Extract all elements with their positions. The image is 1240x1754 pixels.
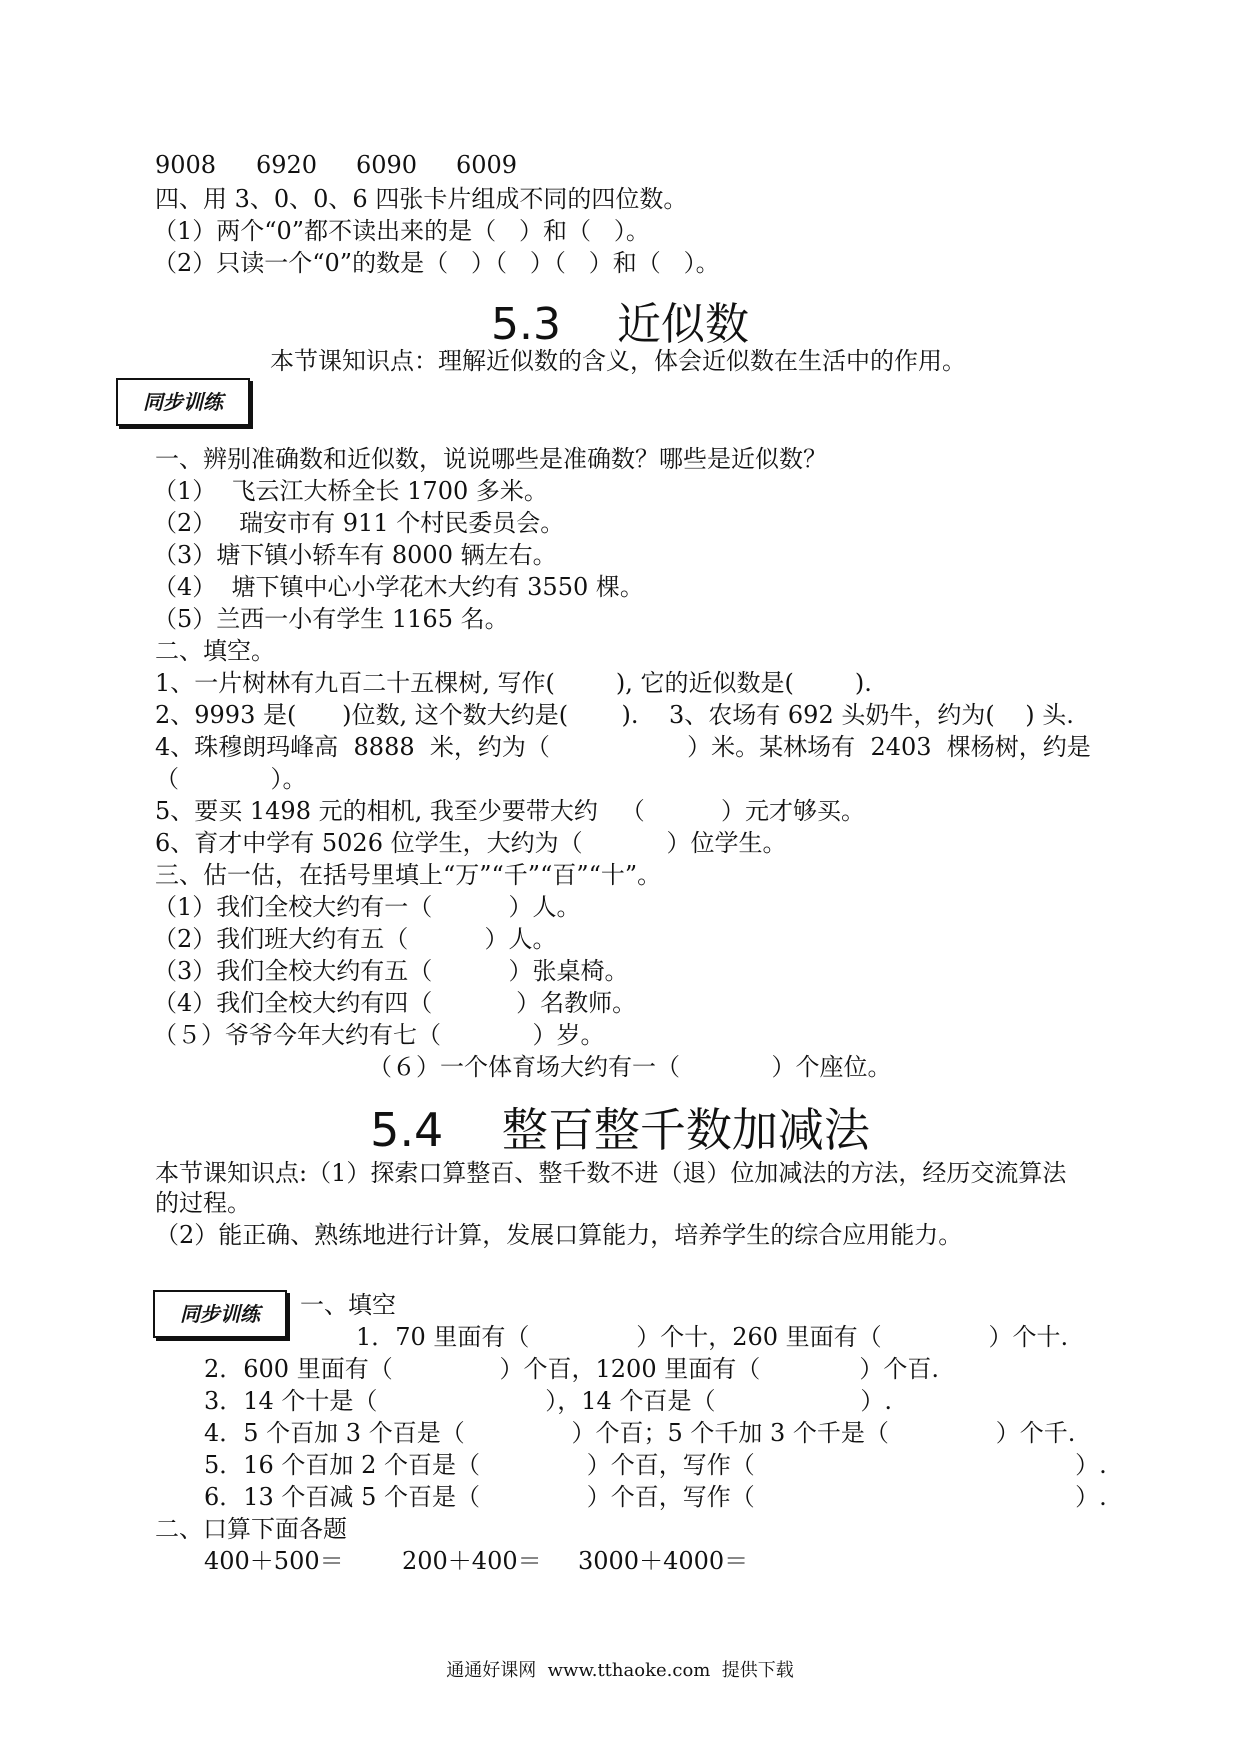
practice-badge: 同步训练 — [116, 378, 250, 426]
list-item: （ ）。 — [155, 765, 307, 793]
list-item: （1） 飞云江大桥全长 1700 多米。 — [153, 477, 548, 505]
list-item: 3．14 个十是（ ），14 个百是（ ）. — [204, 1387, 893, 1415]
question-4-2: （2）只读一个“0”的数是（ ）（ ）（ ）和（ ）。 — [153, 249, 720, 277]
list-item: （2） 瑞安市有 911 个村民委员会。 — [153, 509, 565, 537]
part1-heading: 一、辨别准确数和近似数，说说哪些是准确数？哪些是近似数？ — [155, 445, 827, 473]
list-item: （4） 塘下镇中心小学花木大约有 3550 棵。 — [153, 573, 644, 601]
section-intro-5-3: 本节课知识点：理解近似数的含义，体会近似数在生活中的作用。 — [270, 347, 966, 375]
footer-credit: 通通好课网 www.tthaoke.com 提供下载 — [446, 1660, 794, 1681]
number-6009: 6009 — [456, 151, 518, 179]
question-4-1: （1）两个“0”都不读出来的是（ ）和（ ）。 — [153, 217, 650, 245]
part2-heading: 二、填空。 — [155, 637, 275, 665]
number-6920: 6920 — [256, 151, 318, 179]
section-intro-5-4-2: （2）能正确、熟练地进行计算，发展口算能力，培养学生的综合应用能力。 — [155, 1221, 963, 1249]
list-item: （1）我们全校大约有一（ ）人。 — [153, 893, 581, 921]
list-item: （６）一个体育场大约有一（ ）个座位。 — [368, 1053, 892, 1081]
list-item: 1．70 里面有（ ）个十，260 里面有（ ）个十. — [356, 1323, 1069, 1351]
part3-heading: 三、估一估，在括号里填上“万”“千”“百”“十”。 — [155, 861, 662, 889]
section-title-5-3: 5.3 近似数 — [491, 299, 749, 350]
arithmetic-item: 400＋500＝ — [204, 1547, 344, 1575]
section-intro-5-4: 本节课知识点:（1）探索口算整百、整千数不进（退）位加减法的方法，经历交流算法 — [155, 1159, 1067, 1187]
list-item: 2、9993 是( )位数, 这个数大约是( ). 3、农场有 692 头奶牛，约为( ) 头. — [155, 701, 1074, 729]
list-item: 6、育才中学有 5026 位学生，大约为（ ）位学生。 — [155, 829, 787, 857]
list-item: 4．5 个百加 3 个百是（ ）个百；5 个千加 3 个千是（ ）个千. — [204, 1419, 1076, 1447]
number-6090: 6090 — [356, 151, 418, 179]
list-item: 4、珠穆朗玛峰高 8888 米，约为（ ）米。某林场有 2403 棵杨树，约是 — [155, 733, 1091, 761]
list-item: 2．600 里面有（ ）个百，1200 里面有（ ）个百. — [204, 1355, 940, 1383]
section-title-5-4: 5.4 整百整千数加减法 — [370, 1103, 870, 1157]
list-item: （3）我们全校大约有五（ ）张桌椅。 — [153, 957, 629, 985]
list-item: （4）我们全校大约有四（ ）名教师。 — [153, 989, 637, 1017]
list-item: （5）兰西一小有学生 1165 名。 — [153, 605, 509, 633]
list-item: 6．13 个百减 5 个百是（ ）个百，写作（ ）. — [204, 1483, 1107, 1511]
list-item: 5．16 个百加 2 个百是（ ）个百，写作（ ）. — [204, 1451, 1107, 1479]
question-4: 四、用 3、0、0、6 四张卡片组成不同的四位数。 — [155, 185, 688, 213]
arithmetic-item: 200＋400＝ — [402, 1547, 542, 1575]
section-intro-5-4-cont: 的过程。 — [155, 1189, 251, 1217]
list-item: （５）爷爷今年大约有七（ ）岁。 — [153, 1021, 605, 1049]
list-item: （2）我们班大约有五（ ）人。 — [153, 925, 557, 953]
arithmetic-item: 3000＋4000＝ — [578, 1547, 749, 1575]
list-item: 5、要买 1498 元的相机, 我至少要带大约 （ ）元才够买。 — [155, 797, 866, 825]
part1-heading: 一、填空 — [300, 1291, 396, 1319]
number-9008: 9008 — [155, 151, 217, 179]
list-item: 1、一片树林有九百二十五棵树, 写作( ), 它的近似数是( ). — [155, 669, 872, 697]
part2-heading: 二、口算下面各题 — [155, 1515, 347, 1543]
list-item: （3）塘下镇小轿车有 8000 辆左右。 — [153, 541, 557, 569]
practice-badge: 同步训练 — [153, 1290, 287, 1338]
